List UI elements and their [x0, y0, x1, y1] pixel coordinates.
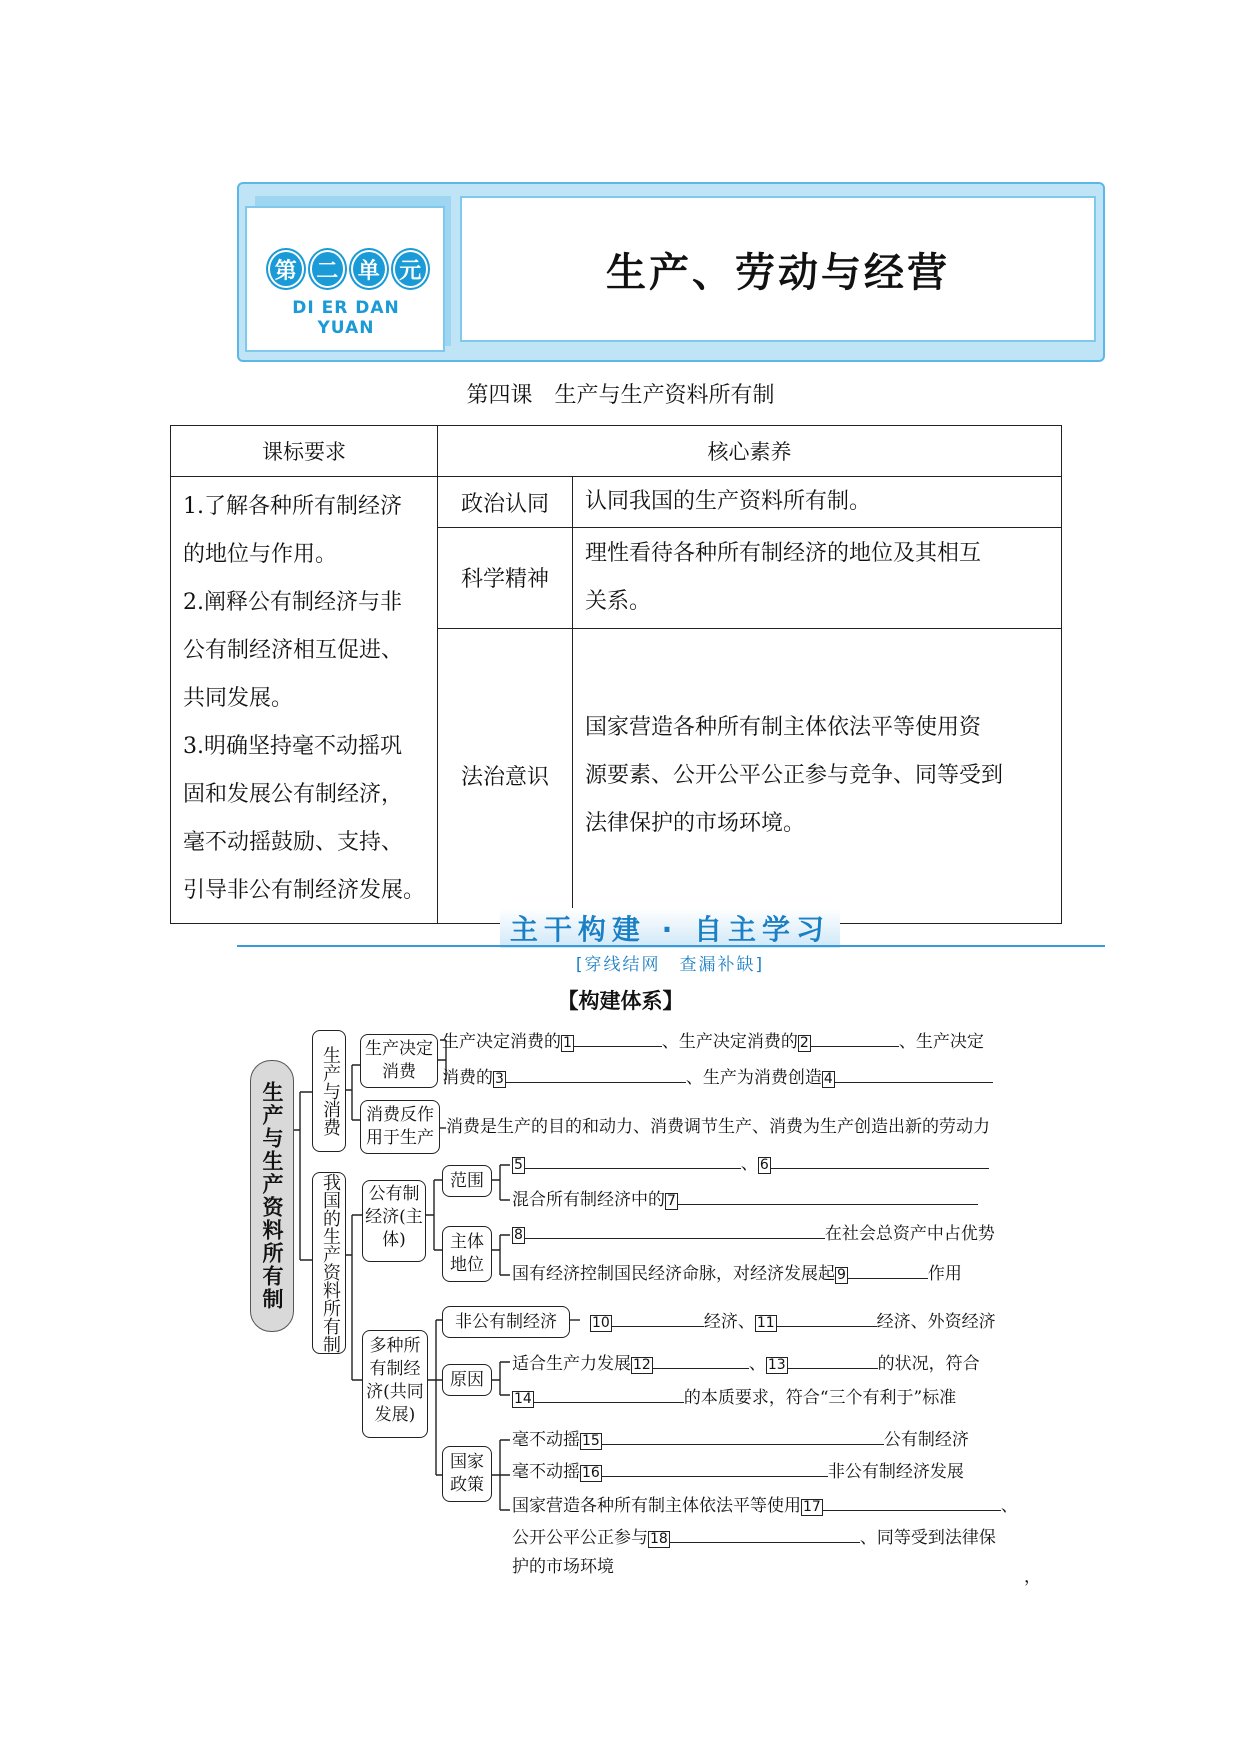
- blank-line: [848, 1262, 928, 1279]
- text: 消费的: [442, 1068, 493, 1088]
- blank-number: 13: [767, 1357, 786, 1373]
- text: 作用: [927, 1264, 962, 1284]
- desc-line: 理性看待各种所有制经济的地位及其相互: [585, 540, 982, 566]
- text: 、生产决定消费的: [661, 1032, 798, 1052]
- line-policy-5: 护的市场环境: [512, 1557, 614, 1577]
- blank-line: [811, 1030, 899, 1047]
- blank-number: 2: [799, 1035, 809, 1051]
- text: 的状况，符合: [877, 1354, 980, 1374]
- blank-number: 8: [514, 1227, 523, 1243]
- line-policy-2: [512, 1460, 964, 1483]
- line-status-2: [512, 1262, 962, 1285]
- build-title: 【构建体系】: [557, 989, 684, 1013]
- blank-number: 6: [759, 1157, 769, 1173]
- text: 、: [748, 1354, 766, 1374]
- blank-line: [678, 1188, 978, 1205]
- text: 公有制经济: [883, 1430, 969, 1450]
- text: 、生产决定: [898, 1032, 984, 1052]
- box-production-decides: 生产决定消费: [360, 1034, 438, 1088]
- blank-line: [670, 1526, 860, 1543]
- blank-number: 15: [582, 1433, 600, 1449]
- blank-number: 11: [756, 1315, 775, 1331]
- blank-number: 5: [514, 1157, 523, 1173]
- text: 经济、外资经济: [876, 1312, 996, 1332]
- box-consumption-reacts: 消费反作用于生产: [360, 1100, 440, 1154]
- text: 的本质要求，符合“三个有利于”标准: [683, 1388, 957, 1408]
- line-policy-4: [512, 1526, 996, 1549]
- blank-number: 9: [837, 1267, 846, 1283]
- page-title: 生产、劳动与经营: [606, 248, 950, 296]
- blank-number: 17: [803, 1499, 821, 1515]
- text: 在社会总资产中占优势: [824, 1224, 995, 1244]
- desc-line: 认同我国的生产资料所有制。: [585, 489, 872, 515]
- unit-char: 元: [393, 250, 429, 288]
- req-line: 3.明确坚持毫不动摇巩: [183, 734, 402, 759]
- line-reason-2: [512, 1386, 956, 1409]
- text: 毫不动摇: [512, 1462, 580, 1482]
- box-non-public: 非公有制经济: [442, 1306, 570, 1338]
- req-line: 引导非公有制经济发展。: [183, 878, 426, 903]
- unit-char: 第: [268, 250, 304, 288]
- desc-line: 法律保护的市场环境。: [585, 810, 806, 836]
- branch-production-consumption: 生产与消费: [312, 1030, 346, 1152]
- req-line: 1.了解各种所有制经济: [183, 494, 402, 519]
- box-multi-ownership: 多种所有制经济(共同发展): [362, 1330, 428, 1438]
- unit-char: 二: [310, 250, 346, 288]
- line-policy-1: [512, 1428, 969, 1451]
- category-cell: 政治认同: [438, 477, 573, 528]
- blank-line: [574, 1030, 662, 1047]
- box-state-policy: 国家政策: [442, 1446, 492, 1502]
- blank-line: [602, 1460, 828, 1477]
- blank-line: [506, 1066, 686, 1083]
- text: 经济、: [703, 1312, 755, 1332]
- blank-number: 18: [650, 1531, 668, 1547]
- line-b1-2: [442, 1066, 993, 1089]
- box-scope: 范围: [442, 1165, 492, 1197]
- unit-char: 单: [351, 250, 387, 288]
- blank-number: 16: [582, 1465, 600, 1481]
- text: 、: [1000, 1496, 1018, 1516]
- line-reason-1: [512, 1352, 980, 1375]
- category-cell: 法治意识: [438, 628, 573, 923]
- text: 生产决定消费的: [442, 1032, 561, 1052]
- text: 混合所有制经济中的: [512, 1190, 665, 1210]
- blank-line: [612, 1310, 704, 1327]
- desc-line: 源要素、公开公平公正参与竞争、同等受到: [585, 762, 1004, 788]
- section-subtitle: [穿线结网 查漏补缺]: [575, 955, 765, 975]
- header-core-literacy: 核心素养: [438, 426, 1062, 477]
- blank-line: [823, 1494, 1001, 1511]
- line-nonpublic: [590, 1310, 996, 1333]
- req-line: 毫不动摇鼓励、支持、: [183, 830, 404, 855]
- blank-number: 12: [633, 1357, 651, 1373]
- blank-line: [602, 1428, 884, 1445]
- blank-number: 1: [563, 1035, 572, 1051]
- blank-line: [788, 1352, 878, 1369]
- text: 、: [740, 1154, 758, 1174]
- line-scope-2: [512, 1188, 978, 1211]
- unit-pinyin: DI ER DAN YUAN: [292, 298, 400, 338]
- text: 国家营造各种所有制主体依法平等使用: [512, 1496, 801, 1516]
- lesson-title: 第四课 生产与生产资料所有制: [466, 383, 775, 408]
- req-line: 公有制经济相互促进、: [183, 638, 404, 663]
- blank-line: [771, 1152, 989, 1169]
- blank-number: 10: [592, 1315, 610, 1331]
- header-curriculum: 课标要求: [171, 426, 438, 477]
- category-cell: 科学精神: [438, 528, 573, 628]
- blank-line: [525, 1222, 825, 1239]
- diagram-root: 生产与生产资料所有制: [250, 1060, 294, 1332]
- blank-line: [525, 1152, 741, 1169]
- blank-line: [835, 1066, 993, 1083]
- box-dominant-status: 主体地位: [442, 1226, 492, 1282]
- box-public-economy: 公有制经济(主体): [362, 1180, 426, 1262]
- text: 毫不动摇: [512, 1430, 580, 1450]
- blank-number: 7: [667, 1193, 676, 1209]
- text: 国有经济控制国民经济命脉，对经济发展起: [512, 1264, 835, 1284]
- blank-line: [534, 1386, 684, 1403]
- section-title: 主干构建 · 自主学习: [509, 913, 831, 946]
- desc-line: 国家营造各种所有制主体依法平等使用资: [585, 714, 982, 740]
- text: 、生产为消费创造: [685, 1068, 822, 1088]
- box-reason: 原因: [442, 1364, 492, 1396]
- blank-line: [777, 1310, 877, 1327]
- text: 适合生产力发展: [512, 1354, 631, 1374]
- blank-number: 4: [823, 1071, 833, 1087]
- desc-line: 关系。: [585, 588, 652, 614]
- req-line: 的地位与作用。: [183, 542, 338, 567]
- req-line: 固和发展公有制经济，: [183, 782, 404, 807]
- line-status-1: [512, 1222, 995, 1245]
- blank-line: [653, 1352, 749, 1369]
- blank-number: 3: [495, 1071, 504, 1087]
- text: 、同等受到法律保: [859, 1528, 996, 1548]
- req-line: 共同发展。: [183, 686, 294, 711]
- text: 公开公平公正参与: [512, 1528, 648, 1548]
- trailing-comma: ，: [1024, 1567, 1041, 1587]
- line-policy-3: [512, 1494, 1018, 1517]
- line-scope-1: [512, 1152, 989, 1175]
- req-line: 2.阐释公有制经济与非: [183, 590, 402, 615]
- line-b1-1: [442, 1030, 984, 1053]
- branch-ownership: 我国的生产资料所有制: [312, 1172, 346, 1354]
- line-b1-3: 消费是生产的目的和动力、消费调节生产、消费为生产创造出新的劳动力: [446, 1117, 990, 1137]
- blank-number: 14: [514, 1391, 532, 1407]
- text: 非公有制经济发展: [827, 1462, 964, 1482]
